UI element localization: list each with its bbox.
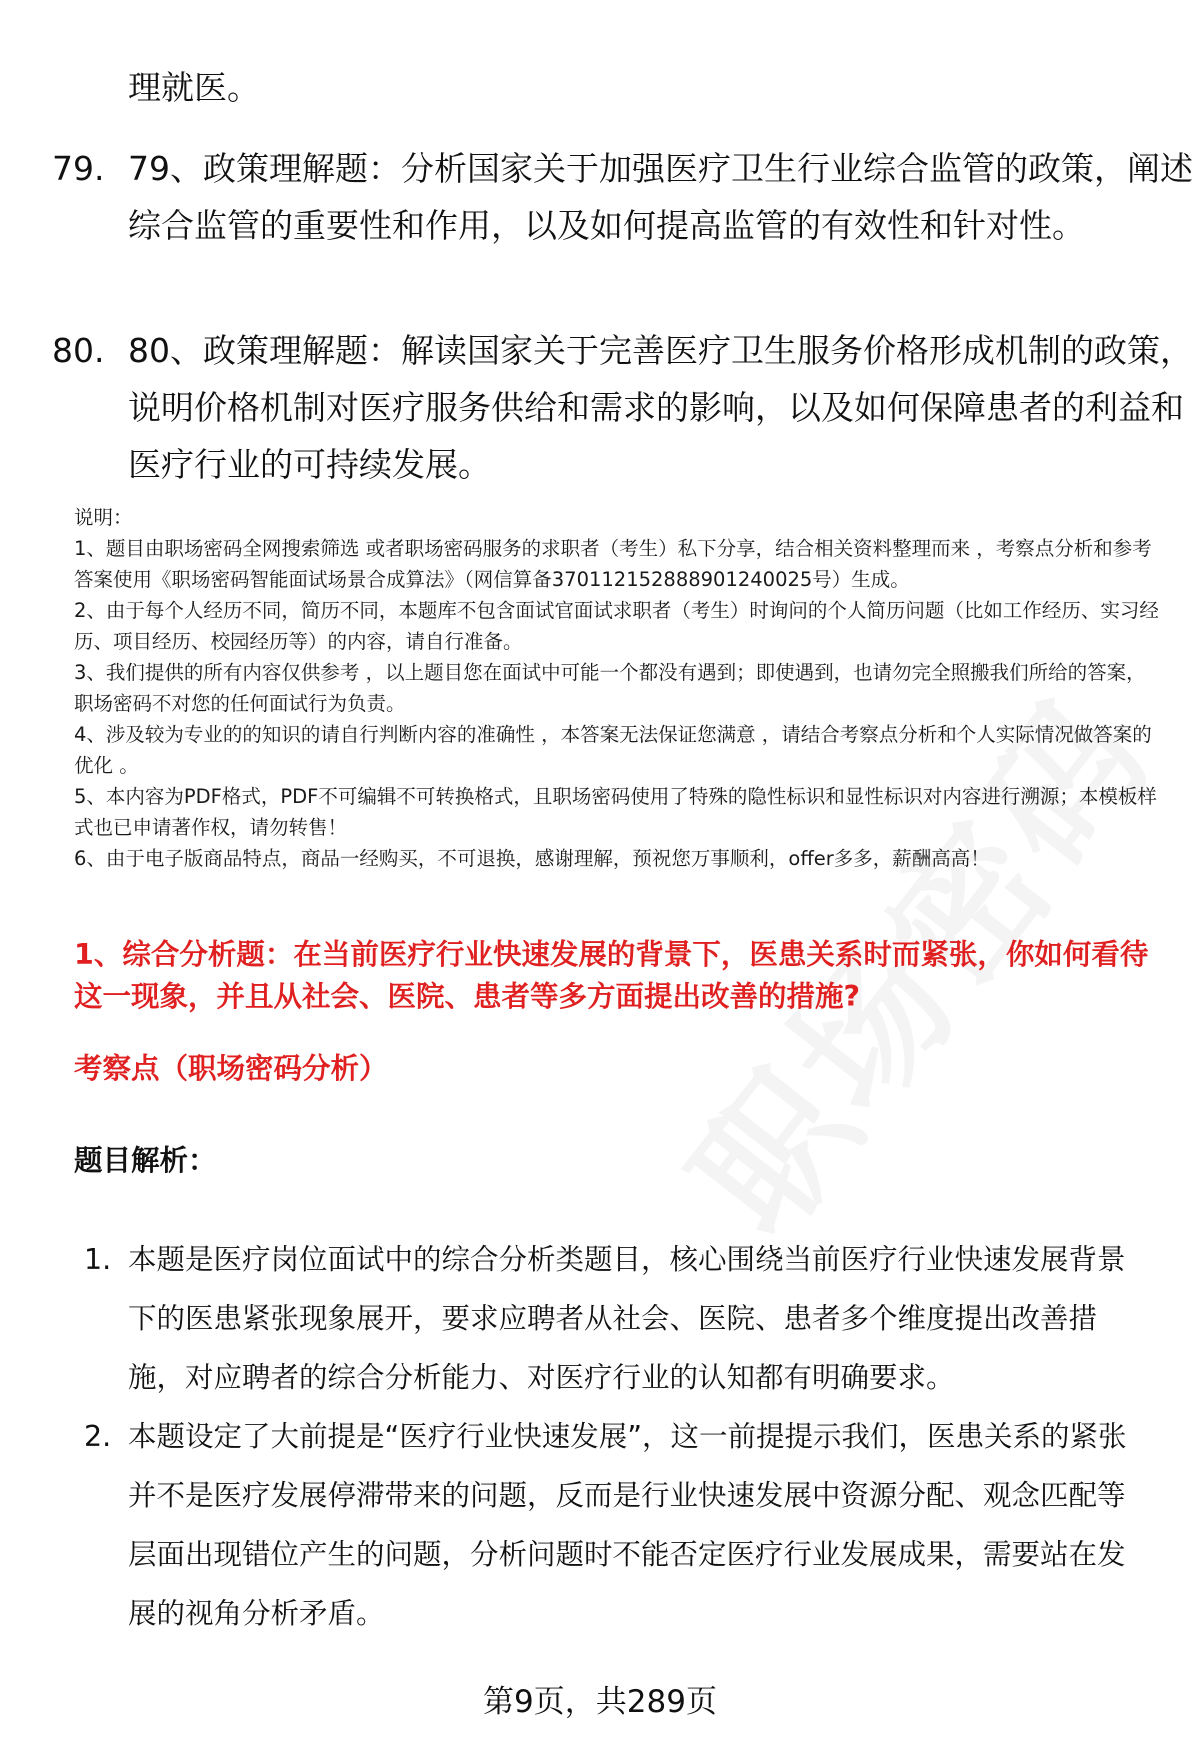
note-item: 6、由于电子版商品特点，商品一经购买，不可退换，感谢理解，预祝您万事顺利，offer多多，薪酬高高！ (74, 847, 990, 870)
question-number: 79. (52, 149, 105, 188)
notes-section (74, 502, 1164, 874)
note-item: 4、涉及较为专业的的知识的请自行判断内容的准确性 ，本答案无法保证您满意 ，请结合考察点分析和个人实际情况做答案的优化 。 (74, 723, 1152, 777)
page-footer: 第9页，共289页 (483, 1684, 717, 1720)
continuation-text: 理就医。 (128, 68, 260, 107)
question-text: 79、政策理解题：分析国家关于加强医疗卫生行业综合监管的政策，阐述综合监管的重要性和作用，以及如何提高监管的有效性和针对性。 (128, 149, 1193, 245)
analysis-number: 2. (84, 1420, 112, 1453)
analysis-text: 本题设定了大前提是“医疗行业快速发展”，这一前提提示我们，医患关系的紧张并不是医疗发展停滞带来的问题，反而是行业快速发展中资源分配、观念匹配等层面出现错位产生的问题，分析问题时不能否定医疗行业发展成果，需要站在发展的视角分析矛盾。 (128, 1420, 1127, 1630)
question-number: 80. (52, 331, 105, 370)
analysis-number: 1. (84, 1243, 112, 1276)
main-question: 1、综合分析题：在当前医疗行业快速发展的背景下，医患关系时而紧张，你如何看待这一现象，并且从社会、医院、患者等多方面提出改善的措施? (74, 938, 1149, 1013)
analysis-item (84, 1230, 1154, 1407)
question-text: 80、政策理解题：解读国家关于完善医疗卫生服务价格形成机制的政策，说明价格机制对医疗服务供给和需求的影响，以及如何保障患者的利益和医疗行业的可持续发展。 (128, 331, 1193, 484)
notes-heading: 说明： (74, 506, 133, 529)
note-item: 1、题目由职场密码全网搜索筛选 或者职场密码服务的求职者（考生）私下分享，结合相关资料整理而来 ，考察点分析和参考答案使用《职场密码智能面试场景合成算法》（网信算备370112152888901240025号）生成。 (74, 537, 1152, 591)
note-item: 3、我们提供的所有内容仅供参考 ，以上题目您在面试中可能一个都没有遇到；即使遇到，也请勿完全照搬我们所给的答案，职场密码不对您的任何面试行为负责。 (74, 661, 1146, 715)
exam-point-heading: 考察点（职场密码分析） (74, 1052, 388, 1085)
note-item: 2、由于每个人经历不同，简历不同，本题库不包含面试官面试求职者（考生）时询问的个人简历问题（比如工作经历、实习经历、项目经历、校园经历等）的内容，请自行准备。 (74, 599, 1159, 653)
note-item: 5、本内容为PDF格式，PDF不可编辑不可转换格式，且职场密码使用了特殊的隐性标识和显性标识对内容进行溯源；本模板样式也已申请著作权，请勿转售！ (74, 785, 1157, 839)
analysis-item (84, 1407, 1154, 1643)
analysis-heading: 题目解析： (74, 1144, 217, 1177)
analysis-text: 本题是医疗岗位面试中的综合分析类题目，核心围绕当前医疗行业快速发展背景下的医患紧张现象展开，要求应聘者从社会、医院、患者多个维度提出改善措施，对应聘者的综合分析能力、对医疗行业的认知都有明确要求。 (128, 1243, 1126, 1394)
question-item (52, 140, 1193, 254)
question-item (52, 322, 1193, 493)
